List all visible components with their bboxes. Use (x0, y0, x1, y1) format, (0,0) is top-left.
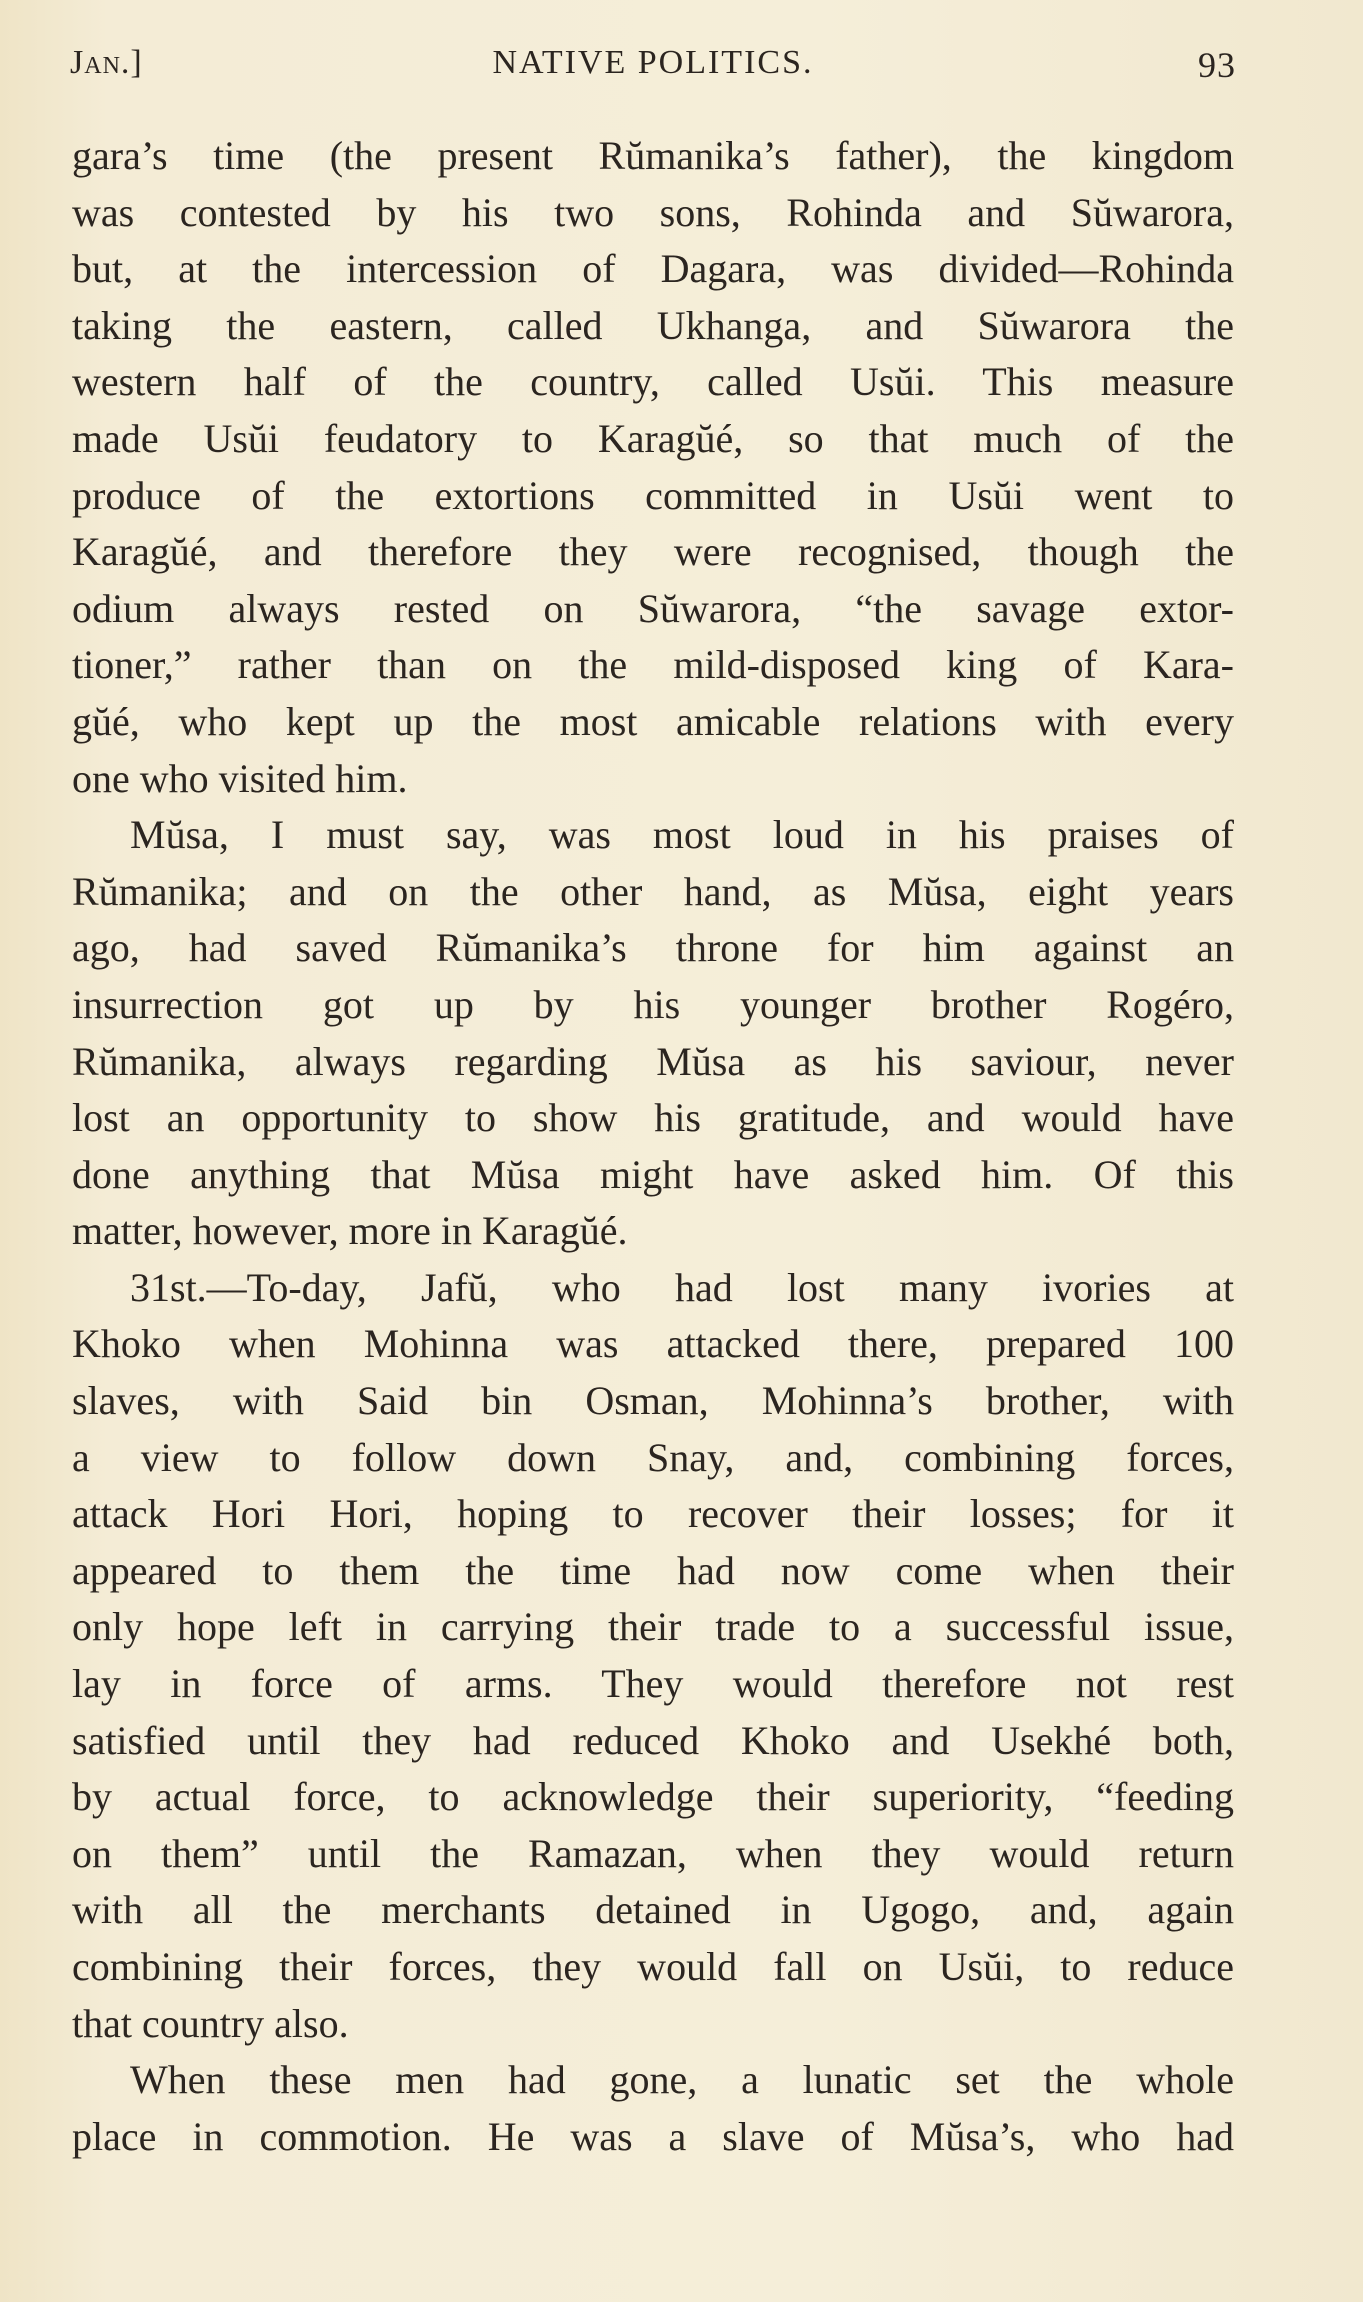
text-line: with all the merchants detained in Ugogo, and, again (72, 1887, 1234, 1933)
text-line: gŭé, who kept up the most amicable relations with every (72, 698, 1234, 744)
text-line: slaves, with Said bin Osman, Mohinna’s brother, with (72, 1378, 1234, 1424)
text-line: Rŭmanika; and on the other hand, as Mŭsa, eight years (72, 868, 1234, 914)
text-line: ago, had saved Rŭmanika’s throne for him against an (72, 925, 1234, 971)
text-line: one who visited him. (72, 755, 408, 801)
text-line: Karagŭé, and therefore they were recognised, though the (72, 529, 1234, 575)
text-line: only hope left in carrying their trade to a successful issue, (72, 1604, 1234, 1650)
text-line: appeared to them the time had now come when their (72, 1547, 1234, 1593)
text-line: Mŭsa, I must say, was most loud in his praises of (130, 812, 1234, 858)
text-line: was contested by his two sons, Rohinda and Sŭwarora, (72, 189, 1234, 235)
text-line: 31st.—To-day, Jafŭ, who had lost many ivories at (130, 1264, 1234, 1310)
text-line: odium always rested on Sŭwarora, “the savage extor- (72, 585, 1234, 631)
text-line: on them” until the Ramazan, when they would return (72, 1830, 1234, 1876)
text-line: combining their forces, they would fall on Usŭi, to reduce (72, 1944, 1234, 1989)
text-line: done anything that Mŭsa might have asked him. Of this (72, 1151, 1234, 1197)
text-line: attack Hori Hori, hoping to recover their losses; for it (72, 1491, 1234, 1537)
body-text (72, 128, 1234, 2165)
text-line: gara’s time (the present Rŭmanika’s father), the kingdom (72, 133, 1234, 178)
text-line: tioner,” rather than on the mild-disposed king of Kara- (72, 642, 1234, 688)
text-line: but, at the intercession of Dagara, was divided—Rohinda (72, 246, 1234, 292)
running-head-month: Jan.] (70, 44, 143, 81)
running-head (70, 44, 1236, 94)
text-line: place in commotion. He was a slave of Mŭsa’s, who had (72, 2113, 1234, 2159)
text-line: matter, however, more in Karagŭé. (72, 1208, 628, 1254)
text-line: western half of the country, called Usŭi. This measure (72, 359, 1234, 405)
text-line: by actual force, to acknowledge their superiority, “feeding (72, 1774, 1234, 1820)
text-line: Rŭmanika, always regarding Mŭsa as his saviour, never (72, 1038, 1234, 1084)
text-line: taking the eastern, called Ukhanga, and Sŭwarora the (72, 302, 1234, 348)
text-line: made Usŭi feudatory to Karagŭé, so that much of the (72, 415, 1234, 461)
page-number: 93 (1198, 45, 1236, 85)
running-head-title: NATIVE POLITICS. (492, 44, 814, 81)
text-line: satisfied until they had reduced Khoko and Usekhé both, (72, 1717, 1234, 1763)
text-line: that country also. (72, 2000, 349, 2046)
text-line: a view to follow down Snay, and, combining forces, (72, 1434, 1234, 1480)
text-line: lay in force of arms. They would therefore not rest (72, 1661, 1234, 1707)
text-line: insurrection got up by his younger brother Rogéro, (72, 981, 1234, 1027)
text-line: When these men had gone, a lunatic set the whole (130, 2057, 1234, 2103)
text-line: lost an opportunity to show his gratitude, and would have (72, 1095, 1234, 1141)
text-line: produce of the extortions committed in Usŭi went to (72, 472, 1234, 518)
text-line: Khoko when Mohinna was attacked there, prepared 100 (72, 1321, 1234, 1367)
